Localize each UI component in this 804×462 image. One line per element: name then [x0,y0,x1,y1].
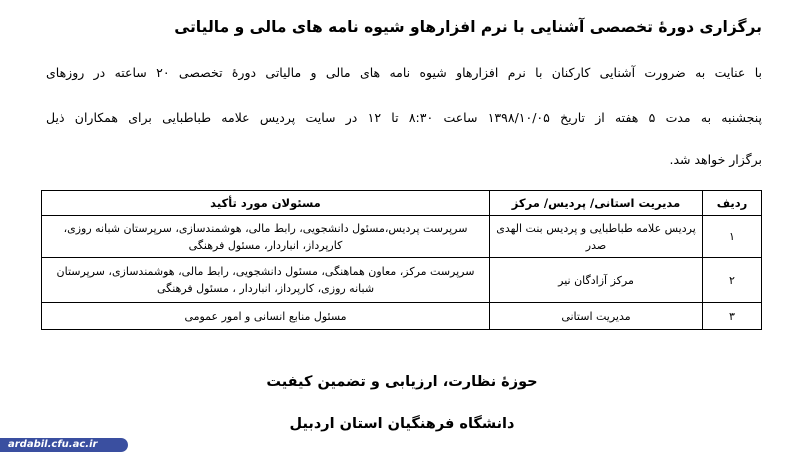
cell-unit: پردیس علامه طباطبایی و پردیس بنت الهدی صدر [490,216,703,258]
cell-row-number: ۲ [703,258,762,303]
paragraph-line-1: با عنایت به ضرورت آشنایی کارکنان با نرم افزارهاو شیوه نامه های مالی و مالیاتی دورهٔ تخصصی ۲۰ ساعته در روزهای [46,65,762,80]
cell-responsible: مسئول منابع انسانی و امور عمومی [42,303,490,330]
table-header-row [42,191,762,216]
cell-unit: مدیریت استانی [490,303,703,330]
paragraph-line-2: پنجشنبه به مدت ۵ هفته از تاریخ ۱۳۹۸/۱۰/۰۵ ساعت ۸:۳۰ تا ۱۲ در سایت پردیس علامه طباطبایی برای همکاران ذیل [46,110,763,125]
table-row [42,303,762,330]
site-watermark: ardabil.cfu.ac.ir [0,438,128,452]
header-row-number: ردیف [703,191,762,216]
document-title: برگزاری دورهٔ تخصصی آشنایی با نرم افزارهاو شیوه نامه های مالی و مالیاتی [174,18,762,36]
table-row [42,258,762,303]
cell-unit: مرکز آزادگان نیر [490,258,703,303]
cell-responsible: سرپرست مرکز، معاون هماهنگی، مسئول دانشجویی، رابط مالی، هوشمندسازی، سرپرستان شبانه روزی، کارپرداز، انباردار ، مسئول فرهنگی [42,258,490,303]
cell-row-number: ۱ [703,216,762,258]
paragraph-line-3: برگزار خواهد شد. [669,152,762,167]
footer-university: دانشگاه فرهنگیان استان اردبیل [289,416,515,432]
footer-department: حوزهٔ نظارت، ارزیابی و تضمین کیفیت [266,374,538,390]
responsibility-table [41,190,762,330]
cell-responsible: سرپرست پردیس،مسئول دانشجویی، رابط مالی، هوشمندسازی، سرپرستان شبانه روزی، کارپرداز، انباردار، مسئول فرهنگی [42,216,490,258]
header-unit: مدیریت استانی/ پردیس/ مرکز [490,191,703,216]
cell-row-number: ۳ [703,303,762,330]
header-responsible: مسئولان مورد تأکید [42,191,490,216]
table-row [42,216,762,258]
